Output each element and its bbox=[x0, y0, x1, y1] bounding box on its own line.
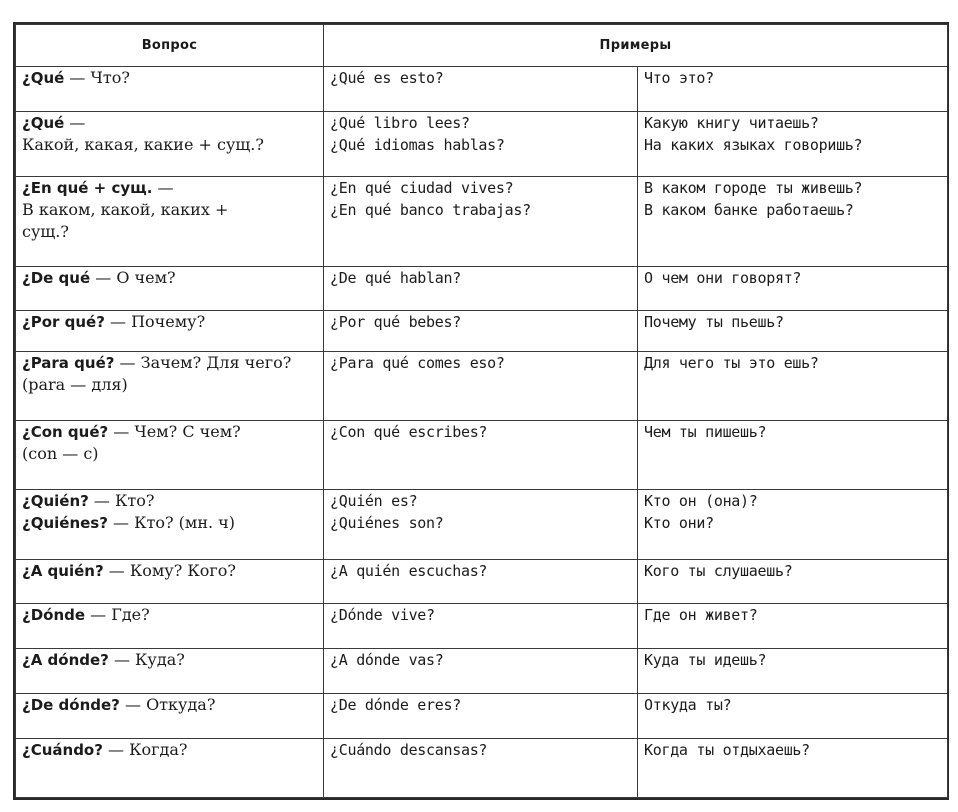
question-cell bbox=[16, 490, 324, 559]
question-line bbox=[22, 352, 317, 374]
russian-translation-cell bbox=[638, 490, 948, 559]
question-word: ¿A dónde? bbox=[22, 651, 109, 670]
russian-translation: Какую книгу читаешь? bbox=[644, 113, 819, 132]
question-cell bbox=[16, 67, 324, 112]
spanish-example-cell bbox=[324, 694, 638, 739]
question-translation: — Когда? bbox=[102, 739, 188, 759]
russian-translation-cell bbox=[638, 67, 948, 112]
question-translation: — Чем? С чем? bbox=[108, 422, 241, 442]
question-cell bbox=[16, 352, 324, 421]
spanish-example: ¿Qué idiomas hablas? bbox=[330, 135, 505, 154]
spanish-example-cell bbox=[324, 352, 638, 421]
question-word: ¿De dónde? bbox=[22, 696, 120, 715]
spanish-example: ¿Para qué comes eso? bbox=[330, 354, 505, 373]
vocabulary-table-frame bbox=[13, 22, 949, 800]
russian-translation-cell bbox=[638, 604, 948, 649]
russian-translation: В каком городе ты живешь? bbox=[644, 178, 863, 197]
russian-translation: На каких языках говоришь? bbox=[644, 135, 863, 154]
spanish-example: ¿A dónde vas? bbox=[330, 651, 444, 670]
table-row bbox=[16, 490, 948, 559]
russian-translation-cell bbox=[638, 649, 948, 694]
question-translation: — bbox=[64, 112, 86, 132]
russian-translation-cell bbox=[638, 176, 948, 266]
question-translation: — О чем? bbox=[90, 267, 176, 287]
question-translation: — Кто? (мн. ч) bbox=[107, 513, 235, 533]
russian-translation: Когда ты отдыхаешь? bbox=[644, 740, 810, 759]
question-cell bbox=[16, 421, 324, 490]
russian-translation: Где он живет? bbox=[644, 606, 758, 625]
question-line bbox=[22, 177, 317, 199]
question-word: ¿Cuándo? bbox=[22, 740, 103, 759]
question-translation: В каком, какой, каких + bbox=[22, 199, 229, 219]
spanish-example: ¿Quién es? bbox=[330, 492, 418, 511]
spanish-example: ¿Por qué bebes? bbox=[330, 313, 461, 332]
question-cell bbox=[16, 266, 324, 311]
question-cell bbox=[16, 111, 324, 176]
question-line bbox=[22, 512, 317, 534]
spanish-example-cell bbox=[324, 649, 638, 694]
russian-translation: Что это? bbox=[644, 69, 714, 87]
question-cell bbox=[16, 559, 324, 604]
question-line bbox=[22, 649, 317, 671]
spanish-example: ¿En qué banco trabajas? bbox=[330, 200, 531, 219]
table-row bbox=[16, 559, 948, 604]
question-line bbox=[22, 604, 317, 626]
question-cell bbox=[16, 311, 324, 352]
question-line bbox=[22, 421, 317, 443]
russian-translation-cell bbox=[638, 311, 948, 352]
question-line bbox=[22, 560, 317, 582]
question-translation: — Зачем? Для чего? bbox=[114, 353, 292, 373]
spanish-example: ¿Qué es esto? bbox=[330, 69, 444, 87]
question-translation: — Почему? bbox=[104, 312, 206, 332]
russian-translation-cell bbox=[638, 559, 948, 604]
table-row bbox=[16, 311, 948, 352]
header-question: Вопрос bbox=[16, 25, 324, 67]
russian-translation: О чем они говорят? bbox=[644, 268, 802, 287]
question-word: ¿Dónde bbox=[22, 606, 86, 625]
question-cell bbox=[16, 738, 324, 797]
russian-translation: В каком банке работаешь? bbox=[644, 200, 854, 219]
question-word: ¿Para qué? bbox=[22, 354, 115, 373]
question-line bbox=[22, 739, 317, 761]
table-body bbox=[16, 67, 948, 798]
spanish-example: ¿De qué hablan? bbox=[330, 268, 461, 287]
russian-translation-cell bbox=[638, 352, 948, 421]
russian-translation-cell bbox=[638, 421, 948, 490]
question-translation: — bbox=[152, 177, 174, 197]
question-line bbox=[22, 311, 317, 333]
question-word: ¿Quiénes? bbox=[22, 514, 108, 533]
question-words-table bbox=[15, 24, 948, 798]
spanish-example-cell bbox=[324, 604, 638, 649]
question-line bbox=[22, 267, 317, 289]
question-cell bbox=[16, 604, 324, 649]
table-row bbox=[16, 111, 948, 176]
question-translation: — Что? bbox=[64, 68, 130, 87]
spanish-example: ¿A quién escuchas? bbox=[330, 561, 488, 580]
russian-translation: Кто они? bbox=[644, 514, 714, 533]
table-row bbox=[16, 649, 948, 694]
spanish-example: ¿Dónde vive? bbox=[330, 606, 435, 625]
question-word: ¿A quién? bbox=[22, 561, 104, 580]
question-translation: — Кто? bbox=[88, 491, 155, 511]
question-word: ¿En qué + сущ. bbox=[22, 178, 153, 197]
question-translation: — Где? bbox=[85, 605, 150, 625]
question-translation: (para — для) bbox=[22, 375, 128, 395]
spanish-example-cell bbox=[324, 738, 638, 797]
question-translation: — Откуда? bbox=[119, 695, 216, 715]
spanish-example: ¿Con qué escribes? bbox=[330, 423, 488, 442]
table-row bbox=[16, 176, 948, 266]
question-word: ¿Quién? bbox=[22, 492, 89, 511]
question-word: ¿Qué bbox=[22, 69, 65, 87]
question-cell bbox=[16, 649, 324, 694]
spanish-example: ¿Cuándo descansas? bbox=[330, 740, 488, 759]
question-word: ¿Por qué? bbox=[22, 313, 105, 332]
question-line bbox=[22, 374, 317, 396]
spanish-example-cell bbox=[324, 266, 638, 311]
russian-translation: Для чего ты это ешь? bbox=[644, 354, 819, 373]
question-line bbox=[22, 221, 317, 243]
spanish-example-cell bbox=[324, 490, 638, 559]
table-row bbox=[16, 694, 948, 739]
spanish-example: ¿Quiénes son? bbox=[330, 514, 444, 533]
russian-translation: Кого ты слушаешь? bbox=[644, 561, 793, 580]
spanish-example-cell bbox=[324, 559, 638, 604]
spanish-example: ¿Qué libro lees? bbox=[330, 113, 470, 132]
russian-translation: Откуда ты? bbox=[644, 696, 732, 715]
question-line bbox=[22, 67, 317, 89]
question-line bbox=[22, 694, 317, 716]
table-row bbox=[16, 738, 948, 797]
table-row bbox=[16, 352, 948, 421]
question-cell bbox=[16, 694, 324, 739]
question-translation: — Кому? Кого? bbox=[103, 560, 236, 580]
table-row bbox=[16, 421, 948, 490]
question-line bbox=[22, 134, 317, 156]
table-row bbox=[16, 67, 948, 112]
header-examples: Примеры bbox=[324, 25, 948, 67]
question-translation: — Куда? bbox=[108, 650, 185, 670]
russian-translation: Чем ты пишешь? bbox=[644, 423, 767, 442]
spanish-example: ¿En qué ciudad vives? bbox=[330, 178, 514, 197]
russian-translation-cell bbox=[638, 266, 948, 311]
spanish-example-cell bbox=[324, 67, 638, 112]
table-header-row bbox=[16, 25, 948, 67]
question-line bbox=[22, 443, 317, 465]
russian-translation: Кто он (она)? bbox=[644, 492, 758, 511]
spanish-example-cell bbox=[324, 111, 638, 176]
spanish-example-cell bbox=[324, 311, 638, 352]
question-line bbox=[22, 490, 317, 512]
question-cell bbox=[16, 176, 324, 266]
spanish-example-cell bbox=[324, 176, 638, 266]
question-word: ¿De qué bbox=[22, 268, 91, 287]
russian-translation-cell bbox=[638, 111, 948, 176]
table-row bbox=[16, 266, 948, 311]
question-line bbox=[22, 112, 317, 134]
russian-translation-cell bbox=[638, 694, 948, 739]
question-translation: сущ.? bbox=[22, 221, 69, 241]
spanish-example: ¿De dónde eres? bbox=[330, 696, 461, 715]
russian-translation: Куда ты идешь? bbox=[644, 651, 767, 670]
table-row bbox=[16, 604, 948, 649]
question-translation: (con — с) bbox=[22, 444, 99, 464]
russian-translation-cell bbox=[638, 738, 948, 797]
question-line bbox=[22, 199, 317, 221]
question-word: ¿Con qué? bbox=[22, 423, 109, 442]
question-word: ¿Qué bbox=[22, 113, 65, 132]
question-translation: Какой, какая, какие + сущ.? bbox=[22, 134, 264, 154]
russian-translation: Почему ты пьешь? bbox=[644, 313, 784, 332]
spanish-example-cell bbox=[324, 421, 638, 490]
